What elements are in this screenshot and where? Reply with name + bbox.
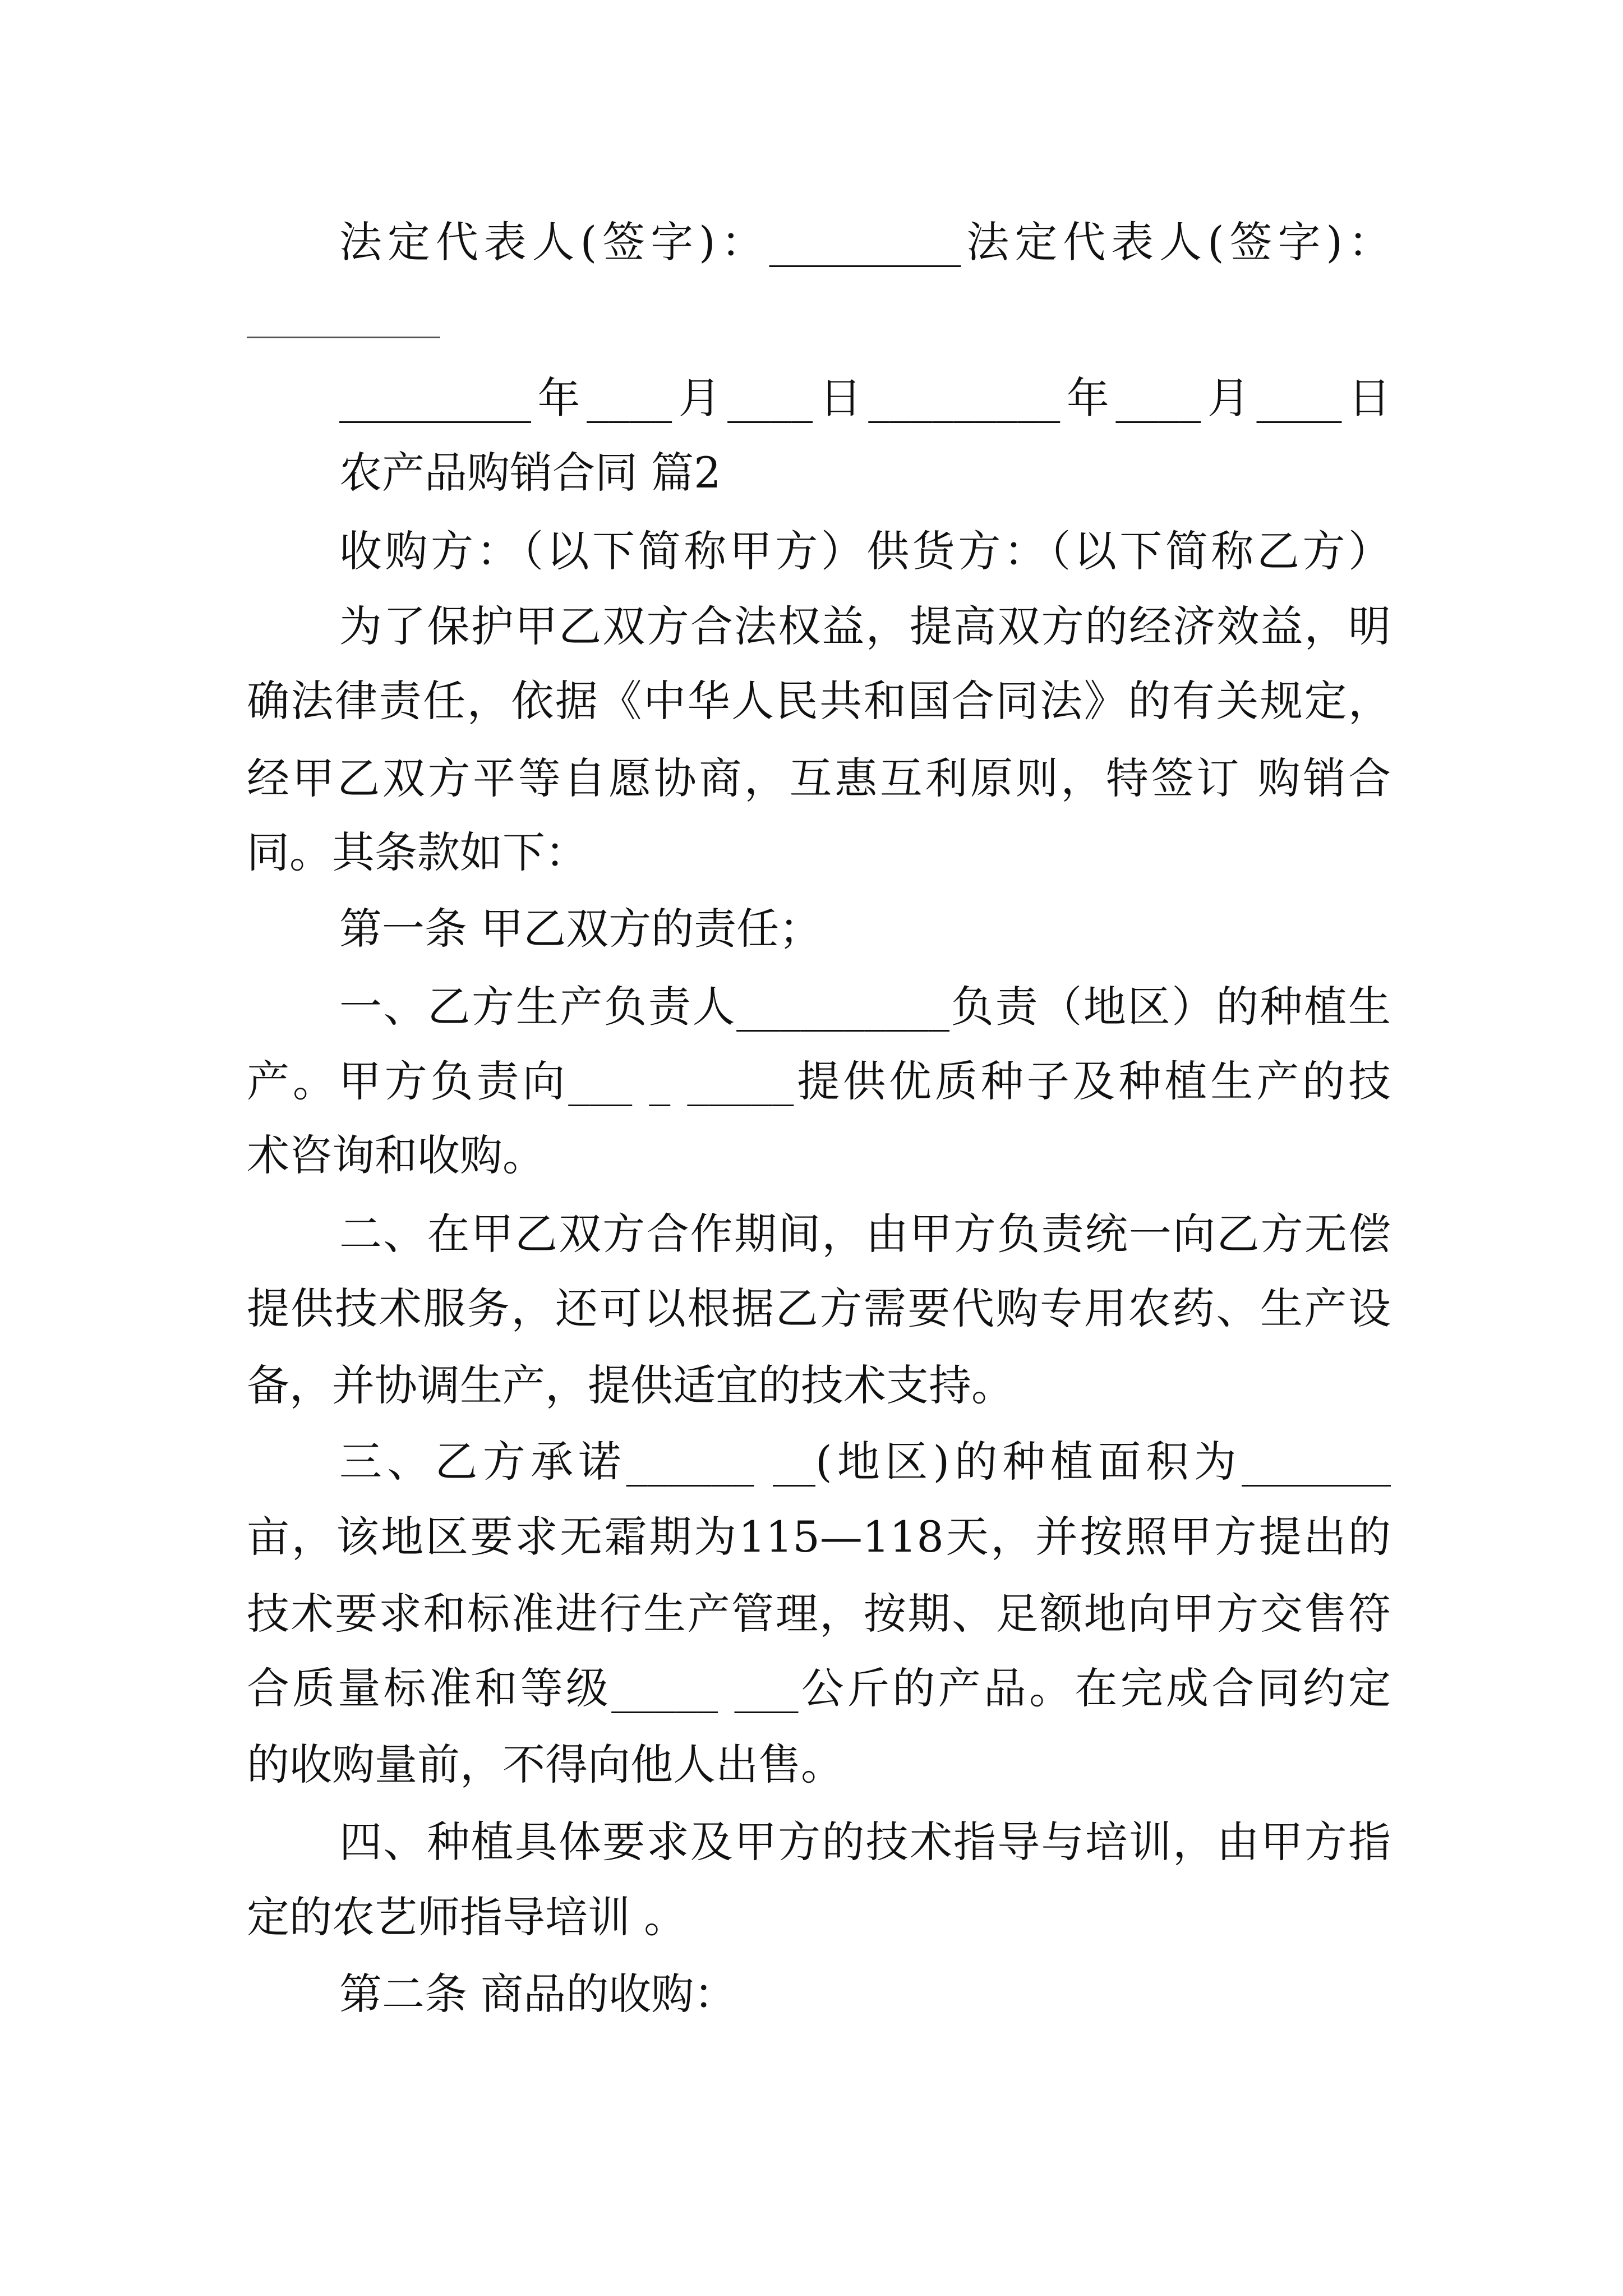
paragraph-line: 定的农艺师指导培训 。 [247, 1892, 687, 1942]
paragraph-line: 合质量标准和等级_____ ___公斤的产品。在完成合同约定 [247, 1663, 1391, 1713]
paragraph-line: 备，并协调生产，提供适宜的技术支持。 [247, 1360, 1014, 1410]
paragraph-line: 亩，该地区要求无霜期为115—118天，并按照甲方提出的 [247, 1512, 1391, 1562]
signature-line: 法定代表人(签字)：_________法定代表人(签字)： [339, 217, 1391, 267]
paragraph-line: 提供技术服务，还可以根据乙方需要代购专用农药、生产设 [247, 1283, 1391, 1333]
parties-line: 收购方：（以下简称甲方）供货方：（以下简称乙方） [339, 526, 1391, 576]
article-heading: 第二条 商品的收购： [339, 1969, 737, 2019]
article-heading: 第一条 甲乙双方的责任； [339, 904, 822, 954]
paragraph-line: 为了保护甲乙双方合法权益，提高双方的经济效益，明 [339, 601, 1391, 651]
paragraph-line: 同。其条款如下： [247, 827, 588, 877]
section-title: 农产品购销合同 篇2 [339, 448, 721, 498]
paragraph-line: 四、种植具体要求及甲方的技术指导与培训，由甲方指 [339, 1817, 1391, 1867]
signature-blank [247, 337, 440, 338]
paragraph-line: 一、乙方生产负责人__________负责（地区）的种植生 [339, 982, 1391, 1032]
paragraph-line: 技术要求和标准进行生产管理，按期、足额地向甲方交售符 [247, 1589, 1391, 1639]
paragraph-line: 经甲乙双方平等自愿协商，互惠互利原则，特签订 购销合 [247, 753, 1391, 803]
paragraph-line: 确法律责任，依据《中华人民共和国合同法》的有关规定， [247, 676, 1391, 726]
date-line: _________年____月____日_________年____月____日 [339, 373, 1391, 423]
paragraph-line: 产。甲方负责向___ _ _____提供优质种子及种植生产的技 [247, 1056, 1391, 1106]
paragraph-line: 术咨询和收购。 [247, 1130, 545, 1180]
paragraph-line: 三、乙方承诺______ __(地区)的种植面积为_______ [339, 1437, 1391, 1487]
paragraph-line: 二、在甲乙双方合作期间，由甲方负责统一向乙方无偿 [339, 1209, 1391, 1259]
paragraph-line: 的收购量前，不得向他人出售。 [247, 1740, 843, 1789]
